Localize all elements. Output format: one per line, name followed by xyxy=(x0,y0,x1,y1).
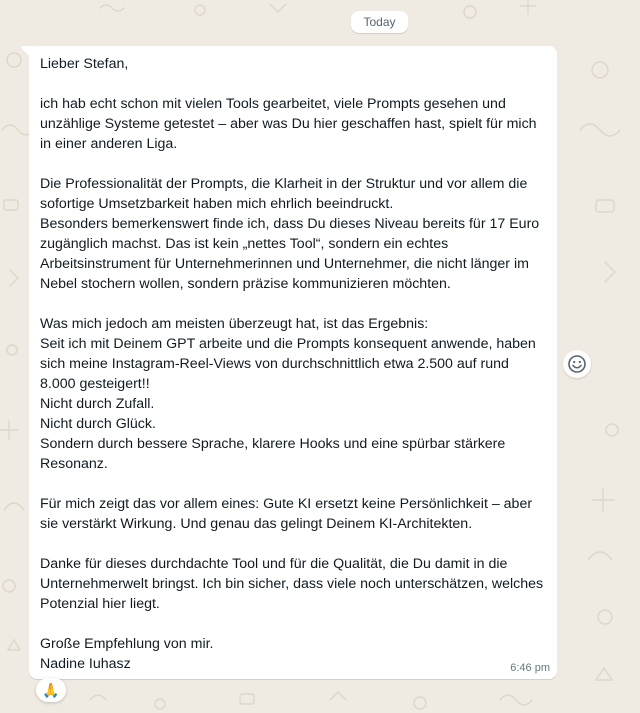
bubble-tail xyxy=(21,46,33,59)
message-bubble[interactable] xyxy=(29,46,557,679)
date-divider: Today xyxy=(351,11,408,33)
message-timestamp: 6:46 pm xyxy=(510,662,550,674)
react-button[interactable] xyxy=(563,350,591,378)
folded-hands-icon: 🙏 xyxy=(42,681,60,698)
message-text: Lieber Stefan, ich hab echt schon mit vielen Tools gearbeitet, viele Prompts gesehen und unzählige Systeme getestet – aber was Du hier geschaffen hast, spielt für mich in einer anderen Liga. Die Professionalität der Prompts, die Klarheit in der Struktur und vor allem die sofortige Umsetzbarkeit haben mich ehrlich beeindruckt. Besonders bemerkenswert finde ich, dass Du dieses Niveau bereits für 17 Euro zugänglich machst. Das ist kein „nettes Tool“, sondern ein echtes Arbeitsinstrument für Unternehmerinnen und Unternehmer, die nicht länger im Nebel stochern wollen, sondern präzise kommunizieren möchten. Was mich jedoch am meisten überzeugt hat, ist das Ergebnis: Seit ich mit Deinem GPT arbeite und die Prompts konsequent anwende, haben sich meine Instagram-Reel-Views von durchschnittlich etwa 2.500 auf rund 8.000 gesteigert!! Nicht durch Zufall. Nicht durch Glück. Sondern durch bessere Sprache, klarere Hooks und eine spürbar stärkere Resonanz. Für mich zeigt das vor allem eines: Gute KI ersetzt keine Persönlichkeit – aber sie verstärkt Wirkung. Und genau das gelingt Deinem KI-Architekten. Danke für dieses durchdachte Tool und für die Qualität, die Du damit in die Unternehmerwelt bringst. Ich bin sicher, dass viele noch unterschätzen, welches Potenzial hier liegt. Große Empfehlung von mir. Nadine Iuhasz xyxy=(40,56,544,672)
message-reaction[interactable] xyxy=(36,678,66,702)
smiley-icon xyxy=(567,354,587,374)
